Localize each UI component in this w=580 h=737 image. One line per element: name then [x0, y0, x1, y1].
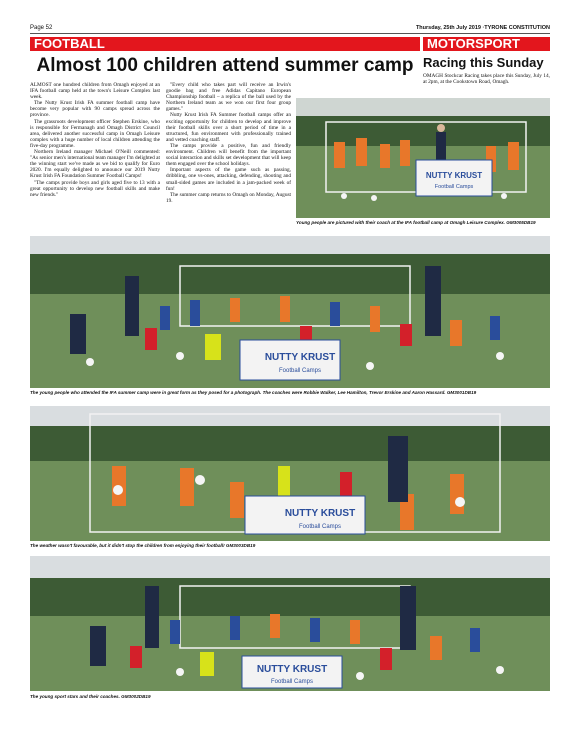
- photo-2: [30, 236, 550, 388]
- photo-1-banner-text: NUTTY KRUST: [425, 171, 483, 180]
- paragraph: "Every child who takes part will receive an Irwin's goodie bag and free Adidas Capitano European Championship football – a replica of the ball used by the Northern Ireland team as we won our first four group games.": [166, 82, 291, 113]
- photo-2-caption: The young people who attended the IFA summer camp were in great form as they posed for a photograph. The coaches were Robbie Walker, Lee Hamilton, Trevor Erskine and Aaron Hassard. GM3001DB19: [30, 390, 477, 395]
- paragraph: The camps provide a positive, fun and friendly environment. Children will benefit from the important social interaction and skills set development that will keep them engaged over the school holidays.: [166, 142, 291, 168]
- photo-3: [30, 406, 550, 541]
- paragraph: Important aspects of the game such as passing, dribbling, one vs-ones, attacking, defending, shooting and small-sided games are included in a jam-packed week of fun!: [166, 167, 291, 192]
- page-number: Page 52: [30, 25, 53, 31]
- photo-2-banner-text: NUTTY KRUST: [264, 352, 336, 363]
- photo-4: [30, 556, 550, 691]
- photo-3-banner-sub: Football Camps: [298, 524, 342, 530]
- photo-1-caption: Young people are pictured with their coach at the IFA football camp at Omagh Leisure Complex. GM3005DB19: [296, 220, 536, 225]
- motorsport-title: Racing this Sunday: [423, 55, 544, 70]
- photo-4-caption: The young sport stars and their coaches. GM3002DB19: [30, 694, 151, 699]
- photo-4-banner-text: NUTTY KRUST: [256, 664, 328, 675]
- photo-2-banner-sub: Football Camps: [278, 368, 322, 374]
- photo-4-banner-sub: Football Camps: [270, 679, 314, 685]
- motorsport-section-banner: MOTORSPORT: [423, 37, 550, 51]
- photo-3-caption: The weather wasn't favourable, but it didn't stop the children from enjoying their football! GM3003DB19: [30, 543, 256, 548]
- paragraph: The grassroots development officer Stephen Erskine, who is responsible for Fermanagh and Omagh District Council area, delivered another successful camp in Omagh Leisure complex with a huge number of local children attending the five-day programme.: [30, 118, 160, 149]
- issue-line: Thursday, 25th July 2019 ·TYRONE CONSTITUTION: [415, 25, 550, 31]
- paragraph: The Nutty Krust Irish FA summer football camp have become very popular with 90 camps spread across the province.: [30, 100, 160, 119]
- photo-1-banner-sub: Football Camps: [434, 184, 474, 190]
- paragraph: The summer camp returns to Omagh on Monday, August 19.: [166, 191, 291, 204]
- photo-1: [296, 98, 550, 218]
- football-section-banner: FOOTBALL: [30, 37, 420, 51]
- article-headline: Almost 100 children attend summer camp: [36, 55, 414, 76]
- paragraph: ALMOST one hundred children from Omagh enjoyed at an IFA football camp held at the town's Leisure Complex last week.: [30, 82, 160, 101]
- paragraph: Nutty Krust Irish FA Summer football camps offer an exciting opportunity for children to develop and improve their football skills over a short period of time in a structured, fun environment with professionally trained and vetted coaching staff.: [166, 112, 291, 143]
- paragraph: "The camps provide boys and girls aged five to 13 with a great opportunity to develop new football skills and make new friends.": [30, 179, 160, 198]
- motorsport-body: OMAGH Stockcar Racing takes place this Sunday, July 14, at 2pm, at the Cookstown Road, Omagh.: [423, 73, 550, 86]
- article-column-2: [166, 82, 291, 204]
- paragraph: Northern Ireland manager Michael O'Neill commented: "As senior men's international team manager I'm delighted at the winning start we've made as we bid to qualify for Euro 2020. I'm equally delighted to announce our 2019 Nutty Krust Irish FA Foundation Summer Football Camps!: [30, 149, 160, 180]
- header-rule: [30, 33, 550, 34]
- article-column-1: [30, 82, 160, 198]
- photo-3-banner-text: NUTTY KRUST: [284, 508, 356, 519]
